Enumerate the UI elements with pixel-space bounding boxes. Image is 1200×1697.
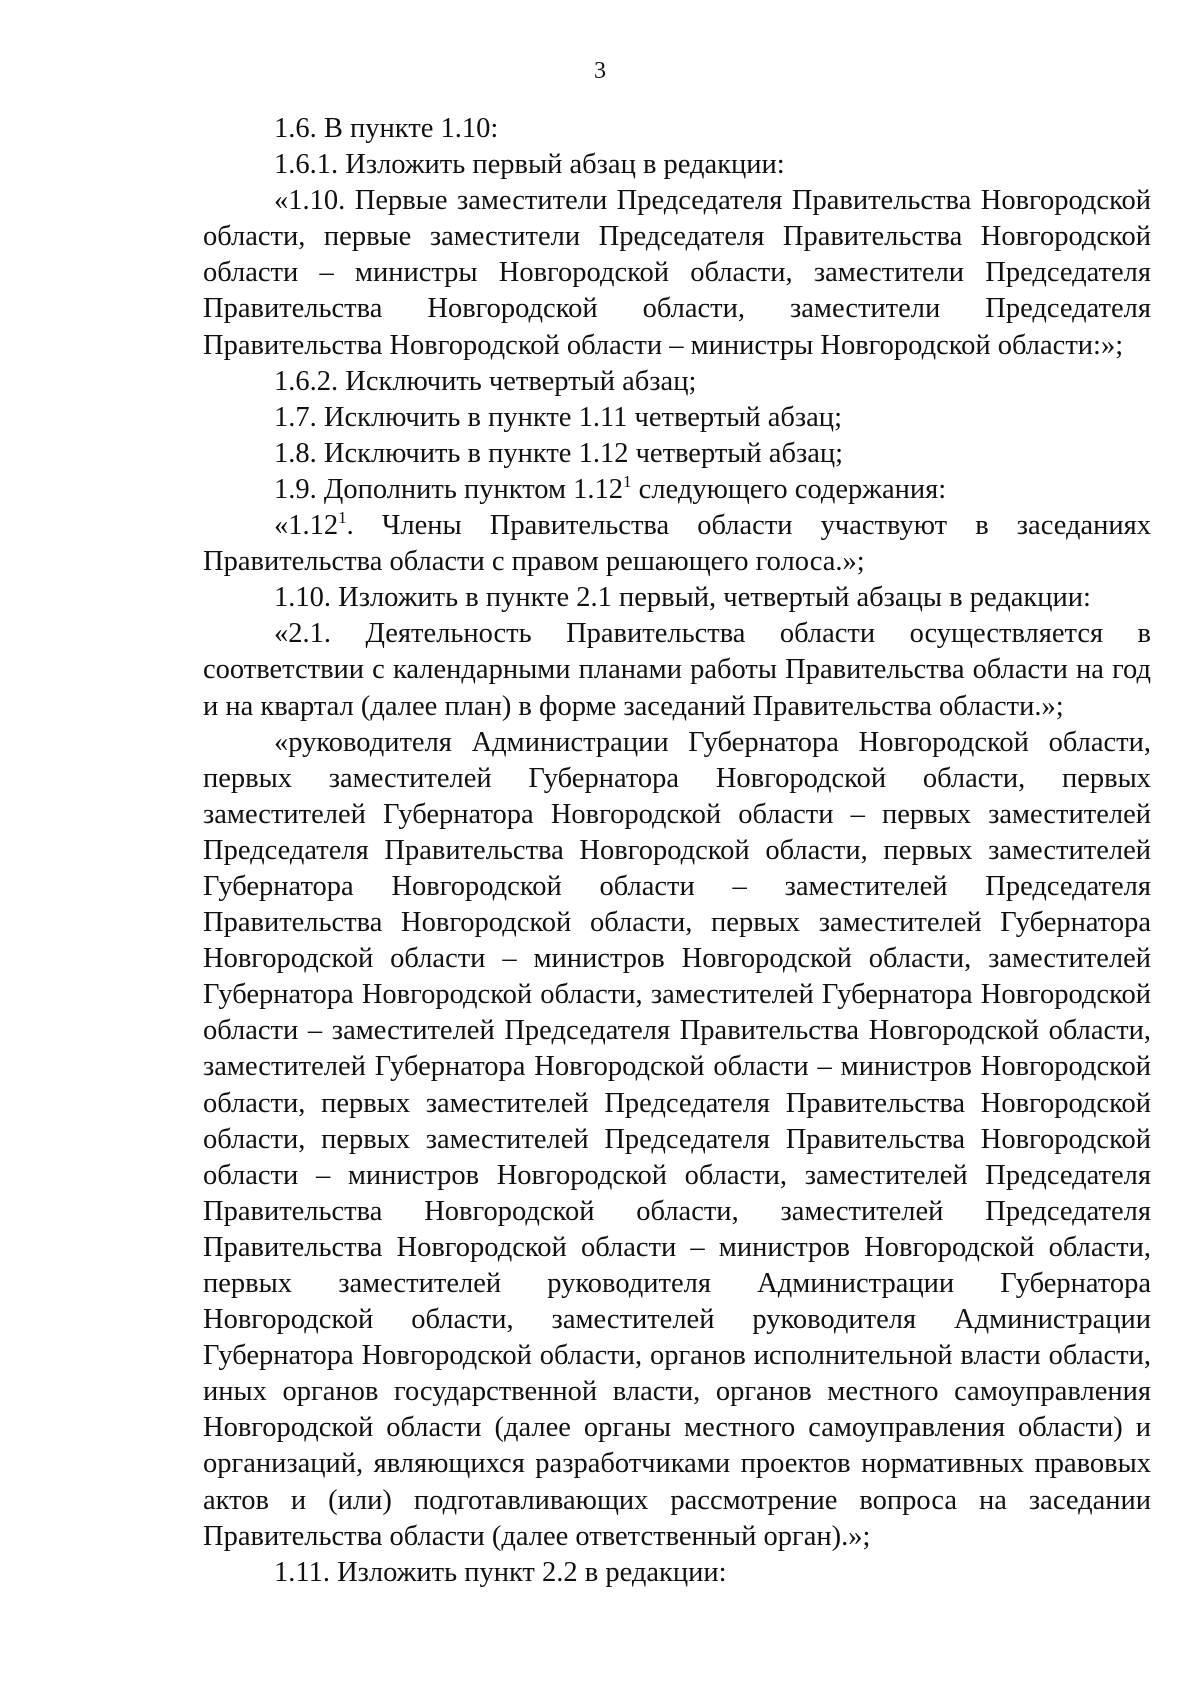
document-body [203,111,1151,1591]
paragraph-quote-officials: «руководителя Администрации Губернатора Новгородской области, первых заместителей Губернатора Новгородской области, первых заместителей Губернатора Новгородской области – первых заместителей Председателя Правительства Новгородской области, первых заместителей Губернатора Новгородской области – заместителей Председателя Правительства Новгородской области, первых заместителей Губернатора Новгородской области – министров Новгородской области, заместителей Губернатора Новгородской области, заместителей Губернатора Новгородской области – заместителей Председателя Правительства Новгородской области, заместителей Губернатора Новгородской области – министров Новгородской области, первых заместителей Председателя Правительства Новгородской области, первых заместителей Председателя Правительства Новгородской области – министров Новгородской области, заместителей Председателя Правительства Новгородской области, заместителей Председателя Правительства Новгородской области – министров Новгородской области, первых заместителей руководителя Администрации Губернатора Новгородской области, заместителей руководителя Администрации Губернатора Новгородской области, органов исполнительной власти области, иных органов государственной власти, органов местного самоуправления Новгородской области (далее органы местного самоуправления области) и организаций, являющихся разработчиками проектов нормативных правовых актов и (или) подготавливающих рассмотрение вопроса на заседании Правительства области (далее ответственный орган).»; [203,726,1151,1552]
paragraph-1-6-1: 1.6.1. Изложить первый абзац в редакции: [274,149,785,181]
paragraph-1-11: 1.11. Изложить пункт 2.2 в редакции: [274,1556,727,1588]
paragraph-1-6-2: 1.6.2. Исключить четвертый абзац; [274,365,697,397]
paragraph-quote-1-12-1-text: . Члены Правительства области участвуют в заседаниях Правительства области с правом решающего голоса.»; [203,510,1151,578]
paragraph-1-8: 1.8. Исключить в пункте 1.12 четвертый абзац; [274,437,844,469]
superscript: 1 [623,471,632,491]
paragraph-quote-1-10: «1.10. Первые заместители Председателя Правительства Новгородской области, первые заместители Председателя Правительства Новгородской области – министры Новгородской области, заместители Председателя Правительства Новгородской области, заместители Председателя Правительства Новгородской области – министры Новгородской области:»; [203,185,1151,361]
paragraph-1-7: 1.7. Исключить в пункте 1.11 четвертый абзац; [274,401,842,433]
paragraph-quote-1-12-1 [203,508,1151,580]
paragraph-1-10: 1.10. Изложить в пункте 2.1 первый, четвертый абзацы в редакции: [274,582,1091,614]
paragraph-1-9 [203,472,1151,508]
superscript: 1 [338,508,347,528]
page-number: 3 [594,58,606,84]
paragraph-1-9-text-end: следующего содержания: [631,473,947,505]
paragraph-quote-2-1: «2.1. Деятельность Правительства области осуществляется в соответствии с календарными планами работы Правительства области на год и на квартал (далее план) в форме заседаний Правительства области.»; [203,618,1151,722]
paragraph-1-6: 1.6. В пункте 1.10: [274,113,499,144]
paragraph-quote-1-12-1-start: «1.12 [274,510,339,542]
paragraph-1-9-text: 1.9. Дополнить пунктом 1.12 [274,473,624,505]
